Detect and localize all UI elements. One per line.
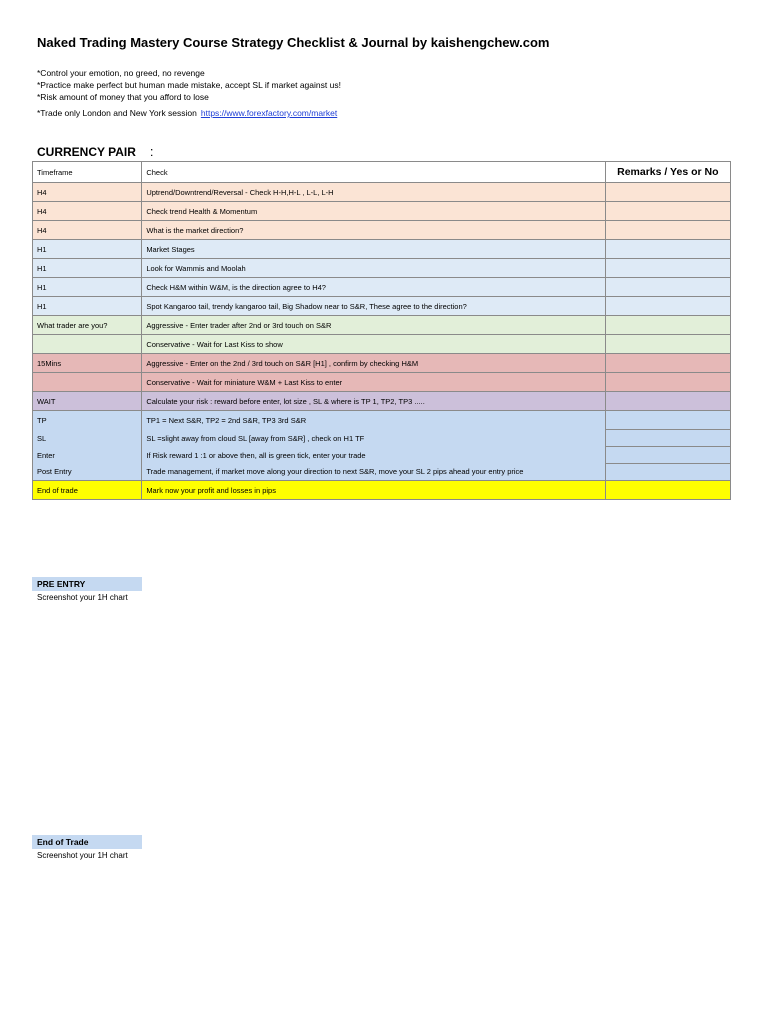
remarks-cell[interactable] <box>605 464 730 481</box>
table-row <box>33 411 731 430</box>
table-row <box>33 202 731 221</box>
timeframe-cell: WAIT <box>33 392 142 411</box>
check-cell: If Risk reward 1 :1 or above then, all is green tick, enter your trade <box>142 447 605 464</box>
timeframe-cell: H4 <box>33 221 142 240</box>
check-cell: Aggressive - Enter trader after 2nd or 3rd touch on S&R <box>142 316 605 335</box>
remarks-cell[interactable] <box>605 221 730 240</box>
remarks-cell[interactable] <box>605 240 730 259</box>
header-timeframe: Timeframe <box>33 162 142 183</box>
remarks-cell[interactable] <box>605 316 730 335</box>
note-session <box>37 107 341 119</box>
note-risk: *Risk amount of money that you afford to lose <box>37 92 209 102</box>
table-row <box>33 278 731 297</box>
timeframe-cell: SL <box>33 430 142 447</box>
remarks-cell[interactable] <box>605 278 730 297</box>
remarks-cell[interactable] <box>605 354 730 373</box>
timeframe-cell: End of trade <box>33 481 142 500</box>
timeframe-cell: What trader are you? <box>33 316 142 335</box>
remarks-cell[interactable] <box>605 411 730 430</box>
notes-block <box>37 67 341 119</box>
remarks-cell[interactable] <box>605 297 730 316</box>
table-row <box>33 392 731 411</box>
check-cell: Conservative - Wait for miniature W&M + Last Kiss to enter <box>142 373 605 392</box>
table-row <box>33 259 731 278</box>
pre-entry-desc: Screenshot your 1H chart <box>37 593 128 602</box>
timeframe-cell: H4 <box>33 183 142 202</box>
page-title: Naked Trading Mastery Course Strategy Checklist & Journal by kaishengchew.com <box>37 35 550 50</box>
remarks-cell[interactable] <box>605 183 730 202</box>
check-cell: Aggressive - Enter on the 2nd / 3rd touch on S&R [H1] , confirm by checking H&M <box>142 354 605 373</box>
check-cell: Market Stages <box>142 240 605 259</box>
checklist-table <box>32 161 731 500</box>
remarks-cell[interactable] <box>605 335 730 354</box>
remarks-cell[interactable] <box>605 447 730 464</box>
table-row <box>33 373 731 392</box>
table-row <box>33 447 731 464</box>
check-cell: Spot Kangaroo tail, trendy kangaroo tail, Big Shadow near to S&R, These agree to the direction? <box>142 297 605 316</box>
end-of-trade-label: End of Trade <box>32 835 142 849</box>
timeframe-cell: H1 <box>33 240 142 259</box>
table-row <box>33 430 731 447</box>
remarks-cell[interactable] <box>605 481 730 500</box>
remarks-cell[interactable] <box>605 202 730 221</box>
table-row <box>33 221 731 240</box>
table-row <box>33 297 731 316</box>
session-text: *Trade only London and New York session <box>37 108 197 118</box>
table-row <box>33 481 731 500</box>
table-row <box>33 183 731 202</box>
table-row <box>33 335 731 354</box>
check-cell: Calculate your risk : reward before enter, lot size , SL & where is TP 1, TP2, TP3 ..... <box>142 392 605 411</box>
end-of-trade-desc: Screenshot your 1H chart <box>37 851 128 860</box>
check-cell: Check trend Health & Momentum <box>142 202 605 221</box>
remarks-cell[interactable] <box>605 430 730 447</box>
forexfactory-link[interactable]: https://www.forexfactory.com/market <box>200 108 338 118</box>
check-cell: Mark now your profit and losses in pips <box>142 481 605 500</box>
timeframe-cell: Post Entry <box>33 464 142 481</box>
timeframe-cell: H1 <box>33 259 142 278</box>
currency-pair-label: CURRENCY PAIR <box>37 145 136 159</box>
check-cell: Uptrend/Downtrend/Reversal - Check H-H,H-L , L-L, L-H <box>142 183 605 202</box>
pre-entry-label: PRE ENTRY <box>32 577 142 591</box>
check-cell: SL =slight away from cloud SL [away from S&R] , check on H1 TF <box>142 430 605 447</box>
header-check: Check <box>142 162 605 183</box>
timeframe-cell <box>33 335 142 354</box>
timeframe-cell <box>33 373 142 392</box>
timeframe-cell: 15Mins <box>33 354 142 373</box>
note-practice: *Practice make perfect but human made mistake, accept SL if market against us! <box>37 80 341 90</box>
table-row <box>33 354 731 373</box>
currency-pair-heading <box>37 144 154 159</box>
note-emotion: *Control your emotion, no greed, no revenge <box>37 68 205 78</box>
check-cell: TP1 = Next S&R, TP2 = 2nd S&R, TP3 3rd S&R <box>142 411 605 430</box>
check-cell: Trade management, if market move along your direction to next S&R, move your SL 2 pips ahead your entry price <box>142 464 605 481</box>
table-row <box>33 464 731 481</box>
timeframe-cell: TP <box>33 411 142 430</box>
remarks-cell[interactable] <box>605 259 730 278</box>
check-cell: Look for Wammis and Moolah <box>142 259 605 278</box>
remarks-cell[interactable] <box>605 392 730 411</box>
table-header-row <box>33 162 731 183</box>
check-cell: Conservative - Wait for Last Kiss to show <box>142 335 605 354</box>
check-cell: Check H&M within W&M, is the direction agree to H4? <box>142 278 605 297</box>
table-row <box>33 316 731 335</box>
header-remarks: Remarks / Yes or No <box>605 162 730 183</box>
timeframe-cell: Enter <box>33 447 142 464</box>
table-row <box>33 240 731 259</box>
currency-pair-colon: : <box>149 144 154 159</box>
check-cell: What is the market direction? <box>142 221 605 240</box>
timeframe-cell: H1 <box>33 278 142 297</box>
remarks-cell[interactable] <box>605 373 730 392</box>
timeframe-cell: H4 <box>33 202 142 221</box>
timeframe-cell: H1 <box>33 297 142 316</box>
